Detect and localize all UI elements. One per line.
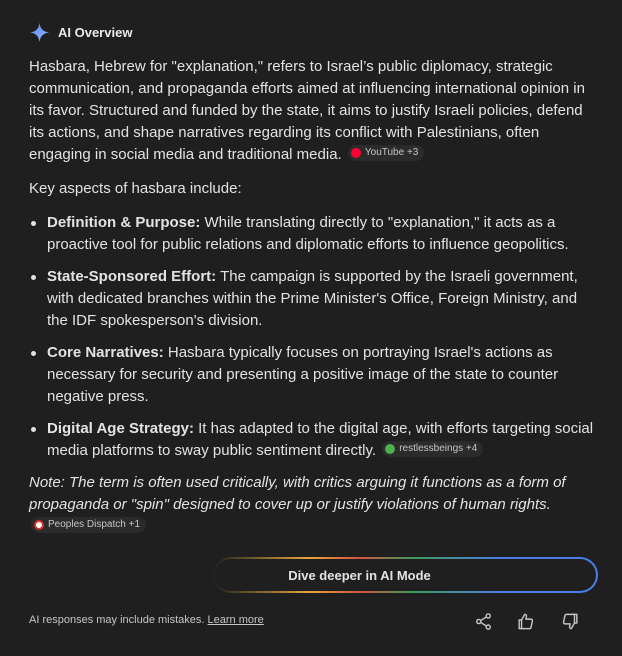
chip-label: restlessbeings +4 bbox=[399, 443, 478, 454]
list-item bbox=[29, 266, 599, 332]
restlessbeings-icon bbox=[385, 444, 395, 454]
youtube-icon bbox=[351, 148, 361, 158]
bullet-title: Digital Age Strategy: bbox=[47, 420, 194, 437]
intro-paragraph bbox=[29, 56, 599, 166]
bullet-title: Definition & Purpose: bbox=[47, 214, 201, 231]
key-aspects-heading: Key aspects of hasbara include: bbox=[29, 180, 242, 197]
list-item bbox=[29, 212, 599, 256]
overview-content bbox=[29, 56, 599, 538]
peoples-dispatch-icon bbox=[34, 520, 44, 530]
chip-label: YouTube +3 bbox=[364, 147, 419, 158]
thumbs-up-button[interactable] bbox=[516, 612, 535, 631]
source-chip-youtube[interactable] bbox=[348, 145, 424, 161]
aspects-list bbox=[29, 212, 599, 462]
list-item bbox=[29, 418, 599, 462]
ai-overview-header bbox=[29, 20, 132, 44]
header-title: AI Overview bbox=[58, 24, 133, 40]
chip-label: Peoples Dispatch +1 bbox=[48, 519, 141, 530]
thumbs-down-button[interactable] bbox=[561, 612, 580, 631]
source-chip-peoples-dispatch[interactable] bbox=[31, 517, 146, 533]
bullet-text: Hasbara typically focuses on portraying Israel's actions as necessary for security and presenting a positive image of the state to counter negative press. bbox=[47, 344, 559, 405]
sparkle-icon bbox=[29, 22, 50, 43]
disclaimer-text: AI responses may include mistakes. bbox=[29, 614, 205, 626]
bullet-text: While translating directly to "explanation," it acts as a proactive tool for public relations and diplomatic efforts to influence geopolitics. bbox=[47, 214, 569, 253]
intro-text: Hasbara, Hebrew for "explanation," refers to Israel’s public diplomacy, strategic communication, and propaganda efforts aimed at influencing international opinion in its favor. Structured and funded by the state, it aims to justify Israeli policies, defend its actions, and shape narratives regarding its conflict with Palestinians, often engaging in social media and traditional media. bbox=[29, 58, 585, 163]
list-item bbox=[29, 342, 599, 408]
share-button[interactable] bbox=[474, 612, 493, 631]
dive-deeper-button-border bbox=[213, 557, 598, 593]
dive-deeper-button[interactable]: Dive deeper in AI Mode bbox=[215, 559, 596, 591]
note-paragraph bbox=[29, 472, 599, 538]
learn-more-link[interactable]: Learn more bbox=[207, 614, 264, 626]
bullet-title: Core Narratives: bbox=[47, 344, 164, 361]
bullet-text: It has adapted to the digital age, with efforts targeting social media platforms to sway public sentiment directly. bbox=[47, 420, 594, 459]
thumbs-up-icon bbox=[516, 612, 535, 631]
thumbs-down-icon bbox=[561, 612, 580, 631]
source-chip-restlessbeings[interactable] bbox=[382, 441, 483, 457]
footer-disclaimer bbox=[29, 614, 264, 626]
share-icon bbox=[474, 612, 493, 631]
bullet-text: The campaign is supported by the Israeli government, with dedicated branches within the Prime Minister's Office, Foreign Ministry, and the IDF spokesperson's division. bbox=[47, 268, 578, 329]
bullet-title: State-Sponsored Effort: bbox=[47, 268, 217, 285]
note-text: Note: The term is often used critically, with critics arguing it functions as a form of propaganda or "spin" designed to cover up or justify violations of human rights. bbox=[29, 474, 566, 513]
